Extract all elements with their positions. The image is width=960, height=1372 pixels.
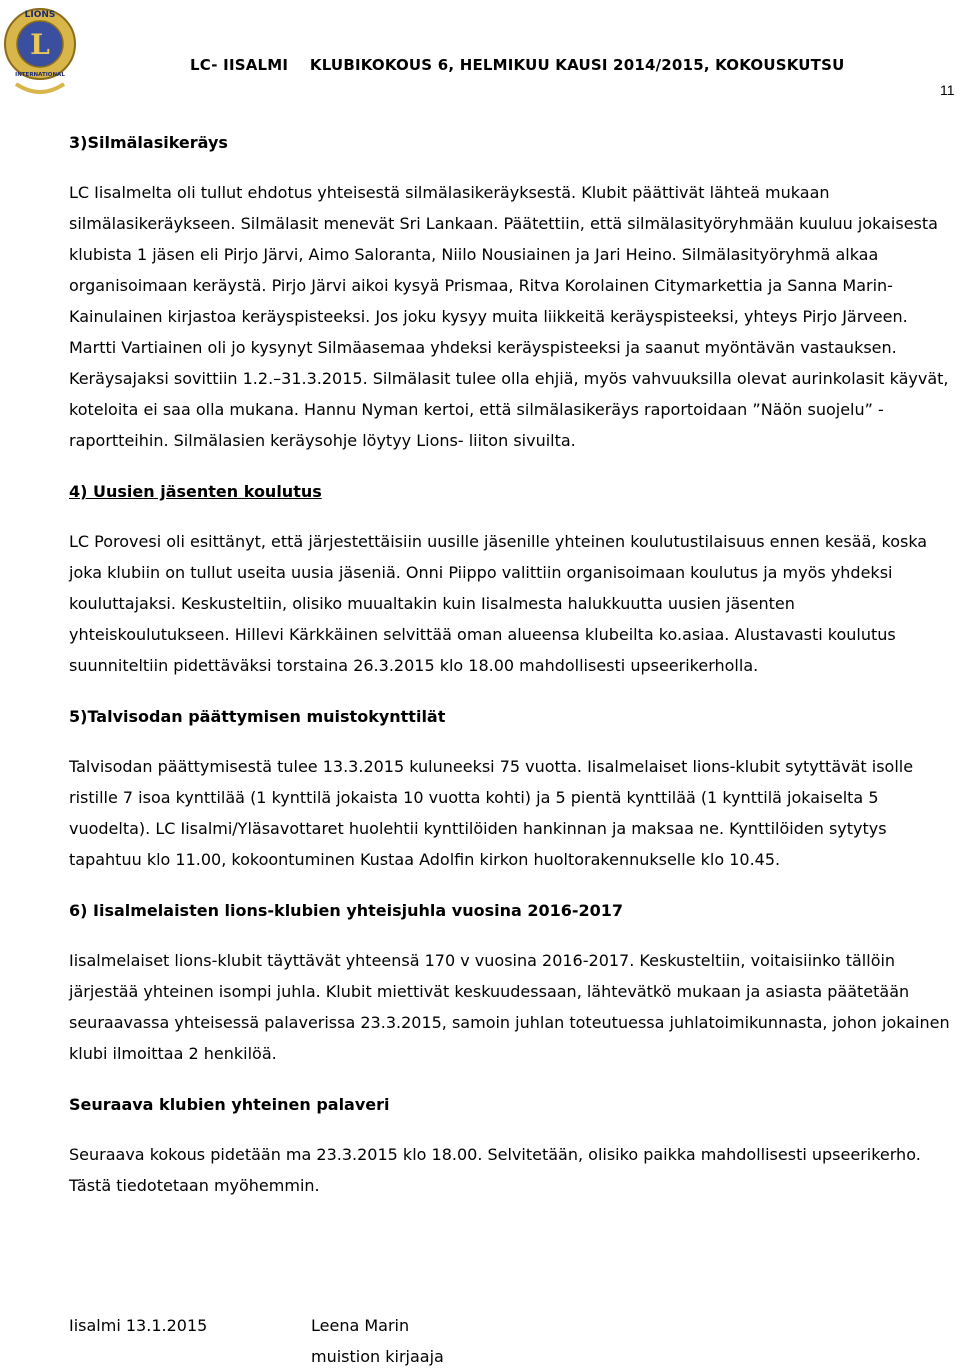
logo-letter: L: [30, 28, 50, 61]
page-number: 11: [940, 82, 955, 98]
section-heading: Seuraava klubien yhteinen palaveri: [69, 1095, 390, 1114]
signature-place-date: Iisalmi 13.1.2015: [69, 1316, 208, 1335]
section-heading: 3)Silmälasikeräys: [69, 133, 228, 152]
logo-ring-top-text: LIONS: [24, 10, 56, 20]
section-uusien-jasenten-koulutus: [69, 476, 957, 681]
signature-block: [311, 1310, 444, 1372]
document-header-title: LC- IISALMI KLUBIKOKOUS 6, HELMIKUU KAUSI 2014/2015, KOKOUSKUTSU: [190, 56, 845, 74]
section-paragraph: Seuraava kokous pidetään ma 23.3.2015 klo 18.00. Selvitetään, olisiko paikka mahdollisesti upseerikerho. Tästä tiedotetaan myöhemmin.: [69, 1145, 921, 1195]
section-paragraph: Iisalmelaiset lions-klubit täyttävät yhteensä 170 v vuosina 2016-2017. Keskusteltiin, voitaisiinko tällöin järjestää yhteinen isompi juhla. Klubit miettivät keskuudessaan, lähtevätkö mukaan ja asiasta päätetään seuraavassa yhteisessä palaverissa 23.3.2015, samoin juhlan toteutuessa juhlatoimikunnasta, johon jokainen klubi ilmoittaa 2 henkilöä.: [69, 951, 950, 1063]
section-yhteisjuhla: [69, 895, 957, 1069]
section-paragraph: Talvisodan päättymisestä tulee 13.3.2015 kuluneeksi 75 vuotta. Iisalmelaiset lions-klubit sytyttävät isolle ristille 7 isoa kynttilää (1 kynttilä jokaista 10 vuotta kohti) ja 5 pientä kynttilää (1 kynttilä jokaiselta 5 vuodelta). LC Iisalmi/Yläsavottaret huolehtii kynttilöiden hankinnan ja maksaa ne. Kynttilöiden sytytys tapahtuu klo 11.00, kokoontuminen Kustaa Adolfin kirkon huoltorakennukselle klo 10.45.: [69, 757, 914, 869]
logo-ring-bottom-text: INTERNATIONAL: [15, 72, 65, 78]
section-heading: 6) Iisalmelaisten lions-klubien yhteisjuhla vuosina 2016-2017: [69, 901, 624, 920]
section-paragraph: LC Iisalmelta oli tullut ehdotus yhteisestä silmälasikeräyksestä. Klubit päättivät lähteä mukaan silmälasikeräykseen. Silmälasit menevät Sri Lankaan. Päätettiin, että silmälasityöryhmään kuuluu jokaisesta klubista 1 jäsen eli Pirjo Järvi, Aimo Saloranta, Niilo Nousiainen ja Jari Heino. Silmälasityöryhmä alkaa organisoimaan keräystä. Pirjo Järvi aikoi kysyä Prismaa, Ritva Korolainen Citymarkettia ja Sanna Marin-Kainulainen kirjastoa keräyspisteeksi. Jos joku kysyy muita liikkeitä keräyspisteeksi, yhteys Pirjo Järveen. Martti Vartiainen oli jo kysynyt Silmäasemaa yhdeksi keräyspisteeksi ja saanut myöntävän vastauksen. Keräysajaksi sovittiin 1.2.–31.3.2015. Silmälasit tulee olla ehjiä, myös vahvuuksilla olevat aurinkolasit käyvät, koteloita ei saa olla mukana. Hannu Nyman kertoi, että silmälasikeräys raportoidaan ”Näön suojelu” -raportteihin. Silmälasien keräysohje löytyy Lions- liiton sivuilta.: [69, 183, 949, 450]
section-talvisodan-muistokynttilat: [69, 701, 957, 875]
section-heading: 4) Uusien jäsenten koulutus: [69, 482, 322, 501]
section-heading: 5)Talvisodan päättymisen muistokynttilät: [69, 707, 446, 726]
section-seuraava-palaveri: [69, 1089, 957, 1201]
document-body: [69, 127, 957, 1201]
section-paragraph: LC Porovesi oli esittänyt, että järjestettäisiin uusille jäsenille yhteinen koulutustilaisuus ennen kesää, koska joka klubiin on tullut useita uusia jäseniä. Onni Piippo valittiin organisoimaan koulutus ja myös yhdeksi kouluttajaksi. Keskusteltiin, olisiko muualtakin kuin Iisalmesta halukkuutta uusien jäsenten yhteiskoulutukseen. Hillevi Kärkkäinen selvittää oman alueensa klubeilta ko.asiaa. Alustavasti koulutus suunniteltiin pidettäväksi torstaina 26.3.2015 klo 18.00 mahdollisesti upseerikerholla.: [69, 532, 928, 675]
signature-role: muistion kirjaaja: [311, 1347, 444, 1366]
lions-international-logo-icon: [4, 4, 76, 100]
section-silmalasikerays: [69, 127, 957, 456]
signature-name: Leena Marin: [311, 1316, 410, 1335]
